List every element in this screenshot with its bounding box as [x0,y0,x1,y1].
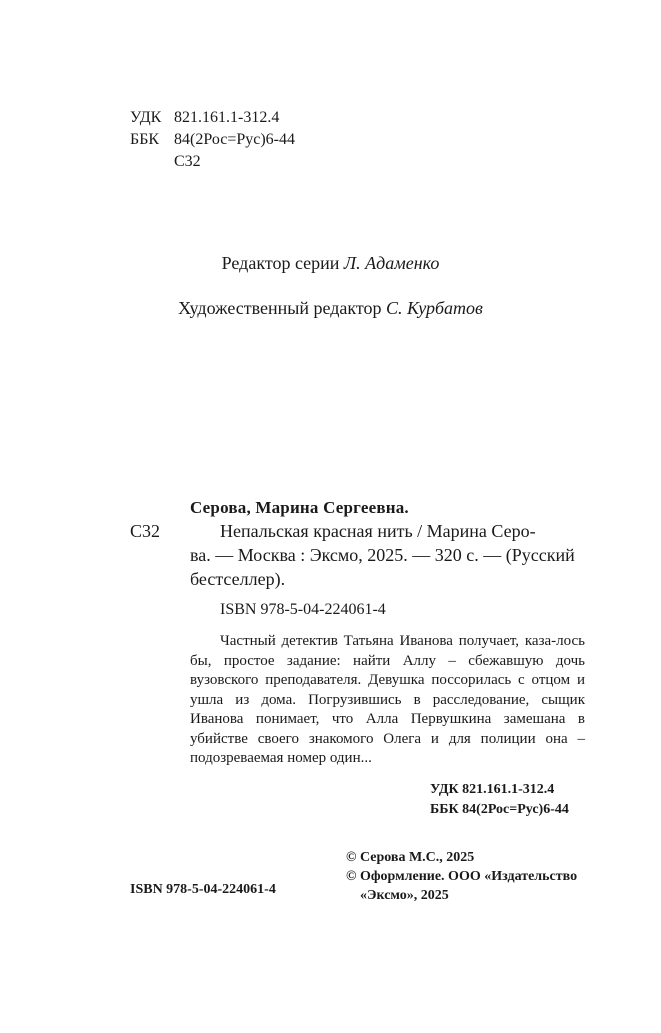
udk-value: 821.161.1-312.4 [174,109,280,126]
bbk-value: 84(2Рос=Рус)6-44 [174,131,296,148]
copyright-author: © Серова М.С., 2025 [346,850,475,865]
udk-row [130,107,295,129]
right-classification-codes [430,780,569,820]
bbk-row [130,129,295,151]
right-bbk: ББК 84(2Рос=Рус)6-44 [430,802,569,817]
series-editor-role: Редактор серии [221,253,340,273]
isbn-inline: ISBN 978-5-04-224061-4 [220,601,386,618]
copyright-design: © Оформление. ООО «Издательство [346,869,578,884]
art-editor-role: Художественный редактор [178,298,382,318]
udk-key: УДК [130,109,162,126]
right-udk: УДК 821.161.1-312.4 [430,782,555,797]
copyright-publisher: «Эксмо», 2025 [360,888,449,903]
isbn-bottom: ISBN 978-5-04-224061-4 [130,882,276,897]
bib-line-3: бестселлер). [190,569,286,589]
art-editor-name: С. Курбатов [386,298,483,318]
bibliographic-description [190,519,585,591]
bib-line-1: Непальская красная нить / Марина Серо- [220,521,536,541]
book-author: Серова, Марина Сергеевна. [190,498,409,517]
bbk-key: ББК [130,131,160,148]
bib-line-2: ва. — Москва : Эксмо, 2025. — 320 с. — (Русский [190,545,575,565]
art-editor-line [0,298,661,319]
series-editor-line [0,253,661,274]
author-mark: С32 [174,153,201,170]
bibliographic-code: С32 [130,521,161,541]
annotation-text: Частный детектив Татьяна Иванова получает, каза-лось бы, простое задание: найти Аллу – сбежавшую дочь вузовского преподавателя. Девушка поссорилась с отцом и ушла из дома. Погрузившись в расследование, сыщик Иванова понимает, что Алла Первушкина замешана в убийстве своего знакомого Олега и для полиции она – подозреваемая номер один... [190,633,585,766]
classification-codes [130,107,295,173]
copyright-block [346,848,577,905]
series-editor-name: Л. Адаменко [343,253,440,273]
